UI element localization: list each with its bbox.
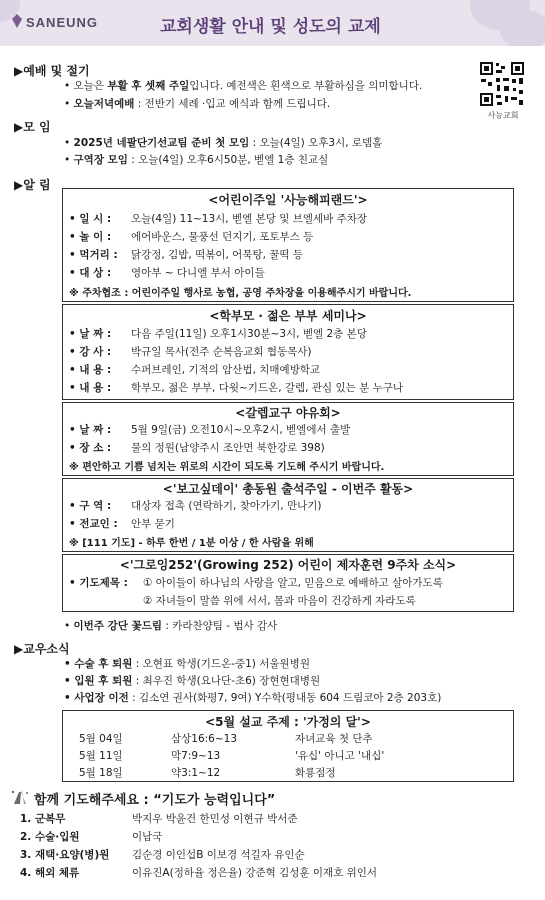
prayer-row — [20, 865, 377, 880]
qr-label: 사능교회 — [487, 111, 519, 120]
row-key: • 강 사 : — [69, 346, 112, 358]
row-value: 안부 묻기 — [131, 518, 175, 530]
row-key: • 일 시 : — [69, 213, 112, 225]
brand-logo: SANEUNG — [26, 15, 99, 30]
prayer-key: 2. 수술·입원 — [20, 831, 80, 843]
meeting-line2-bold: 구역장 모임 — [73, 154, 128, 166]
worship-line-1: • 오늘은 부활 후 셋째 주일입니다. 예전색은 흰색으로 부활하심을 의미합니다. — [64, 80, 423, 92]
picnic-note: ※ 편안하고 기쁨 넘치는 위로의 시간이 되도록 기도해 주시기 바랍니다. — [69, 462, 385, 473]
attendance-note: ※ [111 기도] - 하루 한번 / 1분 이상 / 한 사람을 위해 — [69, 538, 314, 549]
prayer-value: 이남국 — [132, 831, 163, 843]
family-key: • 사업장 이전 — [64, 692, 129, 704]
row-value: 오늘(4일) 11~13시, 벧엘 본당 및 브엘세바 주차장 — [131, 213, 368, 225]
prayer-row — [20, 811, 298, 826]
seminar-row — [69, 380, 403, 395]
picnic-row — [69, 440, 325, 455]
seminar-row — [69, 344, 312, 359]
flower-decoration — [500, 10, 545, 46]
page-title: 교회생활 안내 및 성도의 교제 — [160, 17, 381, 37]
family-value: : 김소연 권사(화평7, 9여) Y수학(평내동 604 드림코아 2층 203호) — [128, 692, 442, 704]
family-row — [64, 690, 441, 705]
flower-line: • 이번주 강단 꽃드림 : 카라찬양팀 - 범사 감사 — [64, 620, 278, 632]
row-key: • 날 짜 : — [69, 424, 112, 436]
row-value: 영아부 ~ 다니엘 부서 아이들 — [131, 267, 265, 279]
row-value: 대상자 접촉 (연락하기, 찾아가기, 만나기) — [131, 500, 322, 512]
praying-hands-icon — [10, 788, 30, 806]
children-day-row — [69, 247, 303, 262]
row-key: • 먹거리 : — [69, 249, 118, 261]
prayer-row — [20, 847, 305, 862]
children-day-row — [69, 265, 265, 280]
attendance-title: <'보고싶데이' 총동원 출석주일 - 이번주 활동> — [162, 482, 414, 496]
growing-row-2: ② 자녀들이 말씀 위에 서서, 몸과 마음이 건강하게 자라도록 — [143, 595, 416, 607]
prayer-row — [20, 829, 162, 844]
growing-box — [62, 554, 514, 612]
prayer-key: 3. 재택·요양(병)원 — [20, 849, 110, 861]
row-key: • 전교인 : — [69, 518, 118, 530]
row-key: • 장 소 : — [69, 442, 112, 454]
prayer-value: 김순경 이인섭B 이보경 석길자 유인순 — [132, 849, 305, 861]
row-key: • 기도제목 : — [69, 577, 128, 589]
children-day-row — [69, 229, 313, 244]
row-value: 박규일 목사(전주 순복음교회 협동목사) — [131, 346, 312, 358]
flower-bold: 이번주 강단 꽃드림 — [73, 620, 162, 632]
prayer-value: 박지우 박윤건 한민성 이현규 박서준 — [132, 813, 298, 825]
sermon-topic: '유십' 아니고 '내십' — [295, 750, 385, 762]
seminar-row — [69, 362, 320, 377]
picnic-row — [69, 422, 350, 437]
sermon-topic: 자녀교육 첫 단추 — [295, 733, 373, 745]
attendance-box — [62, 478, 514, 552]
row-key: • 대 상 : — [69, 267, 112, 279]
children-day-row — [69, 211, 367, 226]
children-day-title: <어린이주일 '사능해피랜드'> — [208, 193, 368, 207]
family-value: : 최우진 학생(요나단-초6) 장현현대병원 — [132, 675, 321, 687]
sermon-topic: 화룡점정 — [295, 767, 336, 779]
family-heading: ▶교우소식 — [14, 642, 70, 656]
sermon-date: 5월 04일 — [79, 733, 123, 745]
growing-title: <'그로잉252'(Growing 252) 어린이 제자훈련 9주차 소식> — [119, 558, 457, 572]
sermon-title: <5월 설교 주제 : '가정의 달'> — [205, 715, 371, 729]
picnic-title: <갈렙교구 야유회> — [235, 406, 341, 420]
worship-line1-bold: 부활 후 셋째 주일 — [107, 80, 190, 92]
meeting-line1-bold: 2025년 네팔단기선교팀 준비 첫 모임 — [73, 137, 250, 149]
sermon-date: 5월 11일 — [79, 750, 123, 762]
family-key: • 수술 후 퇴원 — [64, 658, 133, 670]
worship-line1-pre: 오늘은 — [73, 80, 108, 92]
row-value: ① 아이들이 하나님의 사랑을 알고, 믿음으로 예배하고 살아가도록 — [143, 577, 443, 589]
worship-line2-bold: 오늘저녁예배 — [73, 98, 135, 110]
row-value: 닭강정, 김밥, 떡볶이, 어묵탕, 꿀떡 등 — [131, 249, 304, 261]
row-value: 5월 9일(금) 오전10시~오후2시, 벧엘에서 출발 — [131, 424, 351, 436]
row-key: • 내 용 : — [69, 382, 112, 394]
worship-heading: ▶예배 및 절기 — [14, 64, 90, 78]
picnic-box — [62, 402, 514, 476]
row-value: 학부모, 젊은 부부, 다윗~기드온, 갈렙, 관심 있는 분 누구나 — [131, 382, 403, 394]
family-row — [64, 656, 310, 671]
row-value: 물의 정원(남양주시 조안면 북한강로 398) — [131, 442, 325, 454]
sermon-ref: 약3:1~12 — [171, 767, 221, 779]
row-key: • 놀 이 : — [69, 231, 112, 243]
meeting-line1-post: : 오늘(4일) 오후3시, 로뎀홀 — [249, 137, 383, 149]
family-key: • 입원 후 퇴원 — [64, 675, 133, 687]
worship-line-2: • 오늘저녁예배 : 전반기 세례 ·입교 예식과 함께 드립니다. — [64, 98, 331, 110]
worship-line1-post: 입니다. 예전색은 흰색으로 부활하심을 의미합니다. — [189, 80, 423, 92]
family-value: : 오현표 학생(기드온-중1) 서울원병원 — [132, 658, 310, 670]
sermon-box — [62, 710, 514, 782]
prayer-heading: 함께 기도해주세요 : “기도가 능력입니다” — [34, 793, 276, 808]
seminar-row — [69, 326, 367, 341]
meeting-line-2: • 구역장 모임 : 오늘(4일) 오후6시50분, 벧엘 1층 친교실 — [64, 154, 329, 166]
prayer-key: 4. 해외 체류 — [20, 867, 80, 879]
prayer-value: 이유진A(정하율 정은율) 강준혁 김성훈 이재호 위인서 — [132, 867, 378, 879]
row-value: 에어바운스, 물풍선 던지기, 포토부스 등 — [131, 231, 314, 243]
row-value: 다음 주일(11일) 오후1시30분~3시, 벧엘 2층 본당 — [131, 328, 367, 340]
attendance-row — [69, 498, 322, 513]
notice-heading: ▶알 림 — [14, 178, 51, 192]
church-logo-icon — [10, 13, 24, 29]
sermon-ref: 삼상16:6~13 — [171, 733, 238, 745]
flower-post: : 카라찬양팀 - 범사 감사 — [162, 620, 278, 632]
meeting-heading: ▶모 임 — [14, 120, 51, 134]
prayer-key: 1. 군복무 — [20, 813, 66, 825]
qr-code-icon[interactable] — [478, 60, 526, 108]
children-day-box — [62, 188, 514, 302]
row-value: 수퍼브레인, 기적의 암산법, 치매예방학교 — [131, 364, 321, 376]
attendance-row — [69, 516, 175, 531]
header-banner — [0, 0, 545, 46]
meeting-line-1: • 2025년 네팔단기선교팀 준비 첫 모임 : 오늘(4일) 오후3시, 로뎀홀 — [64, 137, 383, 149]
parking-note: ※ 주차협조 : 어린이주일 행사로 농협, 공영 주차장을 이용해주시기 바랍니다. — [69, 288, 412, 299]
seminar-box — [62, 304, 514, 400]
seminar-title: <학부모 · 젊은 부부 세미나> — [209, 309, 367, 323]
row-key: • 구 역 : — [69, 500, 112, 512]
worship-line2-post: : 전반기 세례 ·입교 예식과 함께 드립니다. — [134, 98, 331, 110]
family-row — [64, 673, 320, 688]
sermon-date: 5월 18일 — [79, 767, 123, 779]
row-key: • 날 짜 : — [69, 328, 112, 340]
meeting-line2-post: : 오늘(4일) 오후6시50분, 벧엘 1층 친교실 — [127, 154, 329, 166]
growing-row — [69, 575, 443, 590]
row-key: • 내 용 : — [69, 364, 112, 376]
sermon-ref: 막7:9~13 — [171, 750, 221, 762]
